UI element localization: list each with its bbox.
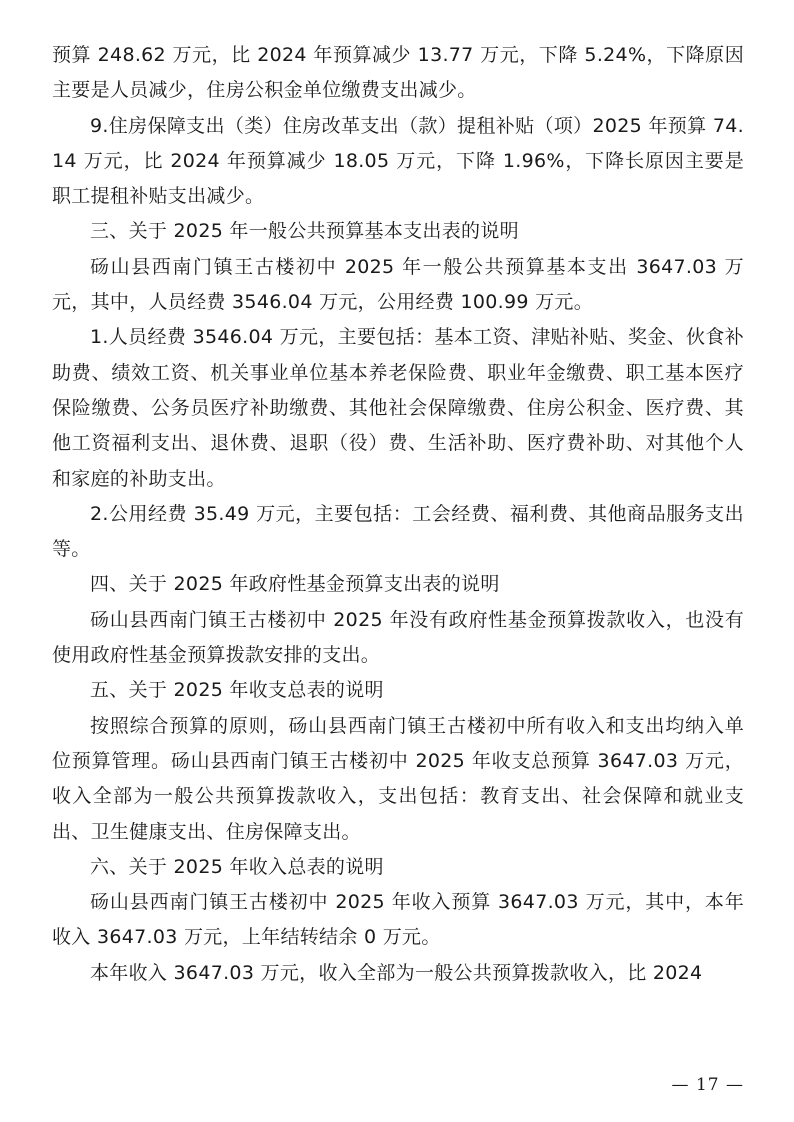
paragraph-income-current-year: 本年收入 3647.03 万元，收入全部为一般公共预算拨款收入，比 2024 <box>90 961 703 984</box>
paragraph-continuation: 预算 248.62 万元，比 2024 年预算减少 13.77 万元，下降 5.24%，下降原因主要是人员减少，住房公积金单位缴费支出减少。 <box>52 44 744 102</box>
paragraph-government-fund: 砀山县西南门镇王古楼初中 2025 年没有政府性基金预算拨款收入，也没有使用政府性基金预算拨款安排的支出。 <box>52 608 744 667</box>
paragraph-basic-expenditure: 砀山县西南门镇王古楼初中 2025 年一般公共预算基本支出 3647.03 万元，其中，人员经费 3546.04 万元，公用经费 100.99 万元。 <box>52 255 744 314</box>
body-text <box>52 38 744 991</box>
section-heading-6: 六、关于 2025 年收入总表的说明 <box>90 855 384 878</box>
paragraph-public-expenses: 2.公用经费 35.49 万元，主要包括：工会经费、福利费、其他商品服务支出等。 <box>52 502 744 561</box>
paragraph-personnel-expenses: 1.人员经费 3546.04 万元，主要包括：基本工资、津贴补贴、奖金、伙食补助费、绩效工资、机关事业单位基本养老保险费、职业年金缴费、职工基本医疗保险缴费、公务员医疗补助缴费、其他社会保障缴费、住房公积金、医疗费、其他工资福利支出、退休费、退职（役）费、生活补助、医疗费补助、对其他个人和家庭的补助支出。 <box>52 326 744 490</box>
section-heading-5: 五、关于 2025 年收支总表的说明 <box>90 679 384 702</box>
section-heading-3: 三、关于 2025 年一般公共预算基本支出表的说明 <box>90 220 519 243</box>
section-heading-4: 四、关于 2025 年政府性基金预算支出表的说明 <box>90 573 500 596</box>
paragraph-budget-total: 按照综合预算的原则，砀山县西南门镇王古楼初中所有收入和支出均纳入单位预算管理。砀山县西南门镇王古楼初中 2025 年收支总预算 3647.03 万元，收入全部为一般公共预算拨款收入，支出包括：教育支出、社会保障和就业支出、卫生健康支出、住房保障支出。 <box>52 714 744 843</box>
paragraph-item-9-housing: 9.住房保障支出（类）住房改革支出（款）提租补贴（项）2025 年预算 74.14 万元，比 2024 年预算减少 18.05 万元，下降 1.96%，下降长原因主要是职工提租补贴支出减少。 <box>52 114 744 208</box>
page-number: — 17 — <box>671 1075 744 1095</box>
paragraph-income-total: 砀山县西南门镇王古楼初中 2025 年收入预算 3647.03 万元，其中，本年收入 3647.03 万元，上年结转结余 0 万元。 <box>52 891 744 949</box>
